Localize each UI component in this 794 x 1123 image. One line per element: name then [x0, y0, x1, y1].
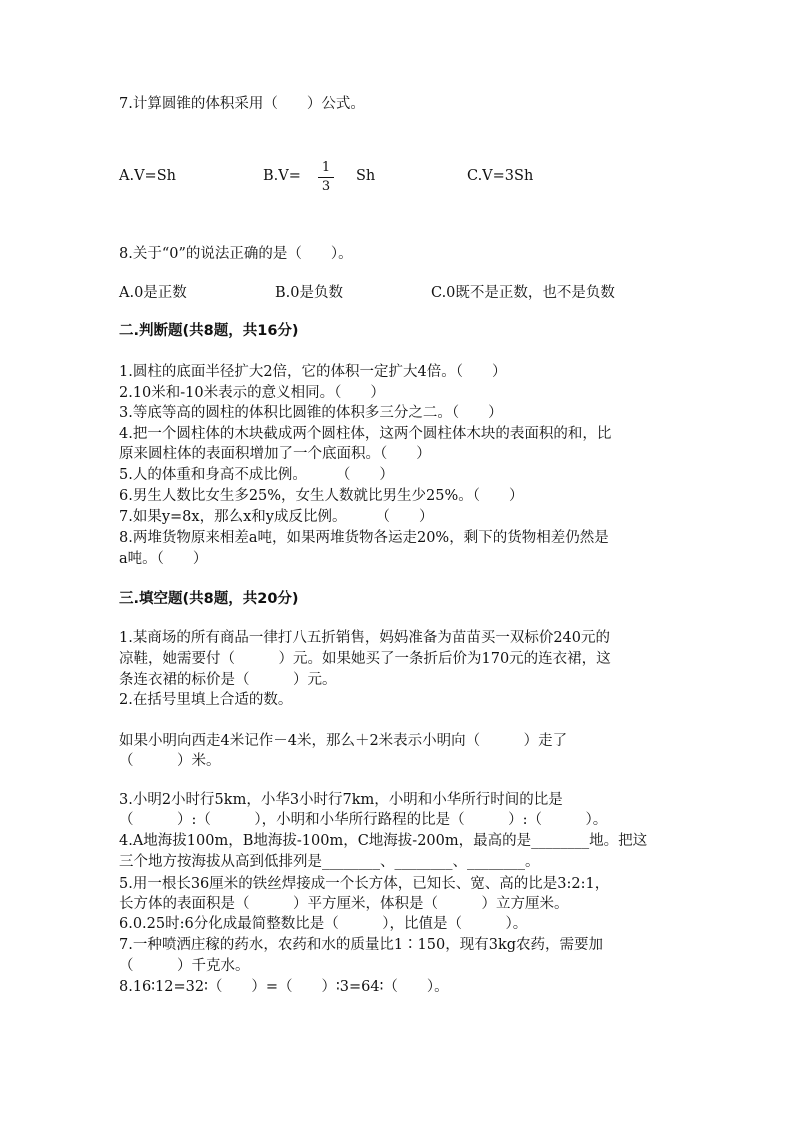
- list-item: 1.圆柱的底面半径扩大2倍，它的体积一定扩大4倍。（ ）: [119, 364, 507, 380]
- q7-option-b-fraction: [318, 160, 334, 195]
- list-item: 原来圆柱体的表面积增加了一个底面积。（ ）: [119, 446, 431, 462]
- list-item: 8.16∶12=32∶（ ）=（ ）∶3=64∶（ ）。: [119, 979, 449, 995]
- list-item: 5.人的体重和身高不成比例。 （ ）: [119, 467, 394, 483]
- list-item: 8.两堆货物原来相差a吨，如果两堆货物各运走20%，剩下的货物相差仍然是: [119, 530, 609, 546]
- fraction-numerator: 1: [321, 160, 331, 175]
- list-item: （ ）米。: [119, 753, 221, 769]
- q8-option-a: A.0是正数: [119, 285, 187, 301]
- list-item: 7.如果y=8x，那么x和y成反比例。 （ ）: [119, 509, 434, 525]
- q7-option-a: A.V=Sh: [119, 168, 176, 184]
- q7-option-c: C.V=3Sh: [467, 168, 534, 184]
- q7-stem: 7.计算圆锥的体积采用（ ）公式。: [119, 96, 365, 112]
- q8-stem: 8.关于“0”的说法正确的是（ ）。: [119, 246, 353, 262]
- list-item: 4.A地海拔100m，B地海拔-100m，C地海拔-200m，最高的是________地。把这: [119, 833, 648, 849]
- section2-title: 二.判断题(共8题，共16分): [119, 323, 299, 339]
- list-item: 4.把一个圆柱体的木块截成两个圆柱体，这两个圆柱体木块的表面积的和，比: [119, 426, 612, 442]
- list-item: 三个地方按海拔从高到低排列是________、________、________。: [119, 854, 540, 870]
- list-item: 6.0.25时:6分化成最简整数比是（ ），比值是（ ）。: [119, 916, 528, 932]
- fraction-bar: [318, 177, 334, 178]
- list-item: 2.10米和-10米表示的意义相同。（ ）: [119, 385, 385, 401]
- list-item: 7.一种喷洒庄稼的药水，农药和水的质量比1∶150，现有3kg农药，需要加: [119, 937, 604, 953]
- fraction-denominator: 3: [321, 179, 331, 194]
- q8-option-c: C.0既不是正数，也不是负数: [431, 285, 615, 301]
- list-item: 6.男生人数比女生多25%，女生人数就比男生少25%。（ ）: [119, 488, 524, 504]
- list-item: a吨。（ ）: [119, 551, 208, 567]
- list-item: 1.某商场的所有商品一律打八五折销售，妈妈准备为苗苗买一双标价240元的: [119, 630, 611, 646]
- list-item: 凉鞋，她需要付（ ）元。如果她买了一条折后价为170元的连衣裙，这: [119, 651, 611, 667]
- q8-option-b: B.0是负数: [275, 285, 343, 301]
- list-item: 条连衣裙的标价是（ ）元。: [119, 672, 337, 688]
- list-item: （ ）千克水。: [119, 958, 250, 974]
- list-item: 2.在括号里填上合适的数。: [119, 692, 293, 708]
- list-item: 3.小明2小时行5km，小华3小时行7km，小明和小华所行时间的比是: [119, 792, 563, 808]
- q7-option-b-prefix: B.V=: [263, 168, 301, 184]
- list-item: 3.等底等高的圆柱的体积比圆锥的体积多三分之二。（ ）: [119, 405, 503, 421]
- list-item: 如果小明向西走4米记作－4米，那么＋2米表示小明向（ ）走了: [119, 733, 568, 749]
- section3-title: 三.填空题(共8题，共20分): [119, 591, 299, 607]
- list-item: （ ）:（ ），小明和小华所行路程的比是（ ）:（ ）。: [119, 812, 608, 828]
- list-item: 5.用一根长36厘米的铁丝焊接成一个长方体，已知长、宽、高的比是3:2:1，: [119, 876, 610, 892]
- q7-option-b-suffix: Sh: [356, 168, 376, 184]
- list-item: 长方体的表面积是（ ）平方厘米，体积是（ ）立方厘米。: [119, 896, 569, 912]
